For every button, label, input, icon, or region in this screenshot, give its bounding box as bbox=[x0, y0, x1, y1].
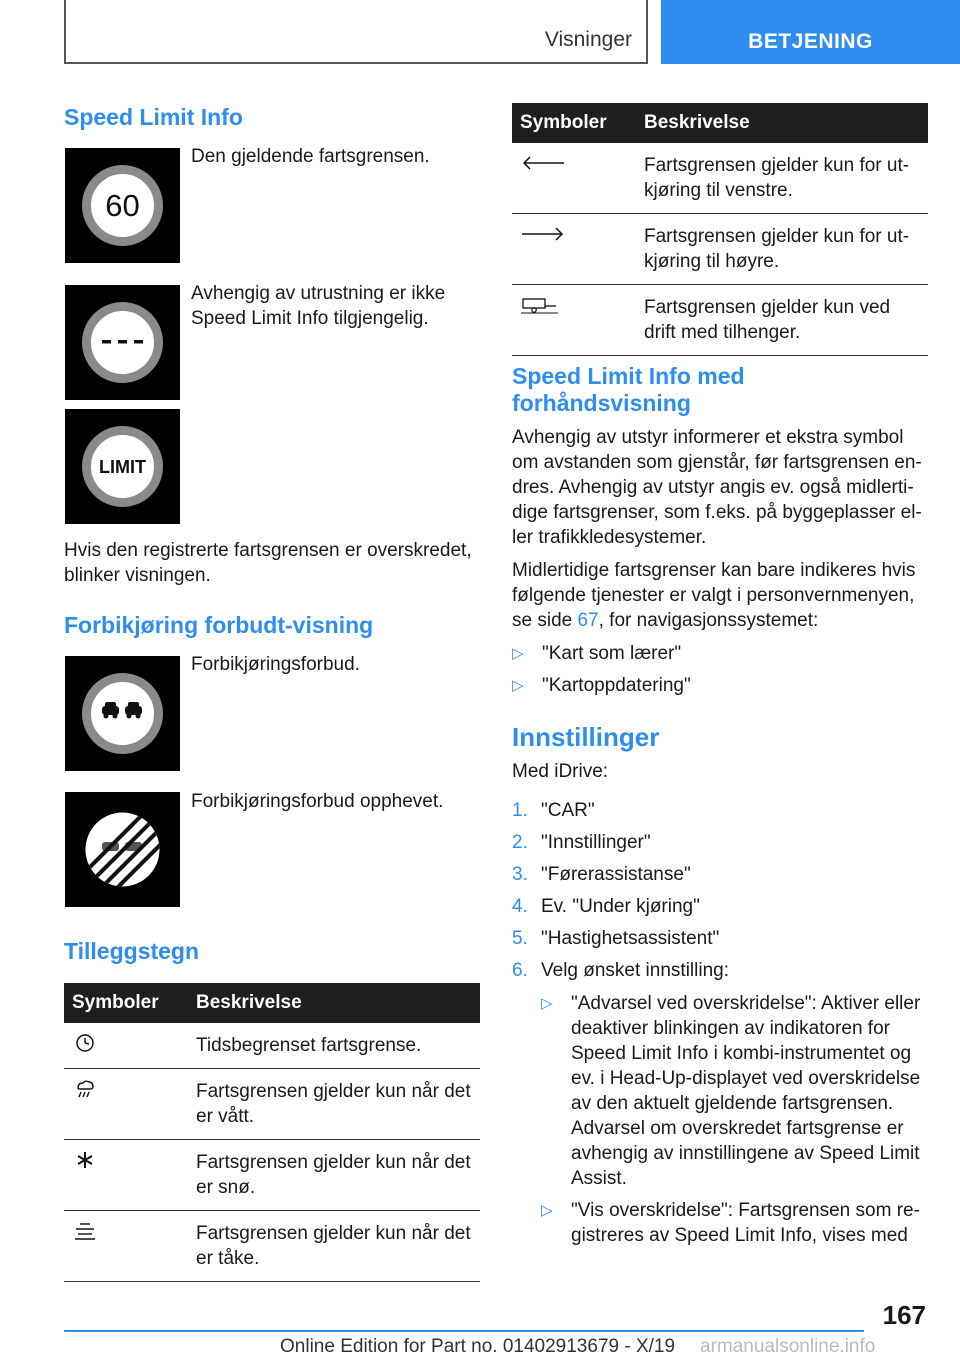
table-header-symbols: Symboler bbox=[512, 103, 644, 143]
table-row bbox=[512, 214, 928, 285]
paragraph-line: Avhengig av utstyr informerer et ekstra symbol bbox=[512, 427, 904, 448]
table-header-description: Beskrivelse bbox=[644, 103, 928, 143]
list-item bbox=[512, 641, 932, 666]
triangle-bullet-icon: ▷ bbox=[512, 677, 524, 694]
preview-title bbox=[512, 363, 745, 417]
footer-edition: Online Edition for Part no. 01402913679 - X/19 bbox=[280, 1336, 676, 1357]
table-row bbox=[512, 143, 928, 214]
list-item bbox=[512, 958, 932, 983]
table-row bbox=[64, 1211, 480, 1282]
header-chapter: BETJENING bbox=[661, 0, 960, 64]
triangle-bullet-icon: ▷ bbox=[512, 645, 524, 662]
list-item-line: av den aktuelt gjeldende fartsgrensen. bbox=[571, 1093, 894, 1114]
list-item bbox=[541, 1198, 931, 1248]
sign-limit-image bbox=[65, 409, 180, 524]
paragraph-text: , for navigasjonssystemet: bbox=[598, 610, 819, 631]
row-text: drift med tilhenger. bbox=[644, 322, 801, 343]
row-text: Tidsbegrenset fartsgrense. bbox=[196, 1035, 422, 1056]
row-text: Fartsgrensen gjelder kun når det bbox=[196, 1223, 471, 1244]
table-row bbox=[64, 1023, 480, 1069]
list-item bbox=[512, 894, 932, 919]
table-row bbox=[64, 1069, 480, 1140]
step-text: Ev. "Under kjøring" bbox=[541, 896, 700, 917]
list-item-line: Assist. bbox=[571, 1168, 627, 1189]
sign-dash-text-1: Avhengig av utrustning er ikke bbox=[191, 283, 446, 304]
paragraph-line: ler trafikkledesystemer. bbox=[512, 527, 707, 548]
step-text: "Innstillinger" bbox=[541, 832, 651, 853]
step-number: 3. bbox=[512, 864, 528, 885]
extra-signs-table bbox=[64, 983, 480, 1282]
list-item-line: ev. i Head-Up-displayet ved overskridelse bbox=[571, 1068, 921, 1089]
list-item-line: "Advarsel ved overskridelse": Aktiver eller bbox=[571, 993, 921, 1014]
overtake-text: Forbikjøringsforbud. bbox=[191, 654, 360, 675]
sign-60-image bbox=[65, 148, 180, 263]
exceeded-text-2: blinker visningen. bbox=[64, 565, 211, 586]
list-item-text: "Kart som lærer" bbox=[542, 643, 682, 664]
arrow-right-icon bbox=[520, 224, 566, 244]
row-text: Fartsgrensen gjelder kun når det bbox=[196, 1081, 471, 1102]
page-link[interactable]: 67 bbox=[577, 610, 599, 631]
preview-title-line-1: Speed Limit Info med bbox=[512, 363, 745, 389]
list-item-line: "Vis overskridelse": Fartsgrensen som re- bbox=[571, 1200, 920, 1221]
rain-icon bbox=[72, 1079, 98, 1099]
list-item bbox=[512, 862, 932, 887]
extra-signs-title: Tilleggstegn bbox=[64, 938, 200, 964]
fog-icon bbox=[72, 1221, 98, 1241]
paragraph-text: se side bbox=[512, 610, 578, 631]
list-item bbox=[512, 926, 932, 951]
row-text: kjøring til venstre. bbox=[644, 180, 793, 201]
step-text: "Hastighetsassistent" bbox=[541, 928, 720, 949]
row-text: kjøring til høyre. bbox=[644, 251, 780, 272]
header-section: Visninger bbox=[544, 28, 632, 51]
list-item-line: Speed Limit Info i kombi-instrumentet og bbox=[571, 1043, 912, 1064]
row-text: Fartsgrensen gjelder kun for ut- bbox=[644, 155, 910, 176]
settings-title: Innstillinger bbox=[512, 722, 660, 752]
table-row bbox=[512, 285, 928, 356]
arrow-left-icon bbox=[520, 153, 566, 173]
list-item bbox=[541, 991, 931, 1191]
list-item-line: gistreres av Speed Limit Info, vises med bbox=[571, 1225, 908, 1246]
preview-paragraph-2 bbox=[512, 558, 932, 633]
list-item-line: avhengig av innstillingene av Speed Limit bbox=[571, 1143, 920, 1164]
footer-watermark: armanualsonline.info bbox=[700, 1336, 876, 1357]
row-text: Fartsgrensen gjelder kun når det bbox=[196, 1152, 471, 1173]
trailer-icon bbox=[520, 295, 560, 315]
row-text: Fartsgrensen gjelder kun ved bbox=[644, 297, 891, 318]
paragraph-line: dige fartsgrenser, som f.eks. på byggeplasser el- bbox=[512, 502, 922, 523]
row-text: er tåke. bbox=[196, 1248, 260, 1269]
sign-limit-word: LIMIT bbox=[99, 457, 146, 477]
list-item-line: deaktiver blinkingen av indikatoren for bbox=[571, 1018, 890, 1039]
speed-limit-title: Speed Limit Info bbox=[64, 104, 243, 130]
preview-title-line-2: forhåndsvisning bbox=[512, 390, 691, 416]
list-item bbox=[512, 673, 932, 698]
paragraph-line: følgende tjenester er valgt i personvernmenyen, bbox=[512, 585, 915, 606]
paragraph-line: dres. Avhengig av utstyr angis ev. også midlerti- bbox=[512, 477, 914, 498]
settings-intro: Med iDrive: bbox=[512, 761, 609, 782]
setting-options-list bbox=[541, 991, 931, 1248]
sign-dash-image bbox=[65, 285, 180, 400]
row-text: Fartsgrensen gjelder kun for ut- bbox=[644, 226, 910, 247]
row-text: er snø. bbox=[196, 1177, 256, 1198]
page-number: 167 bbox=[882, 1300, 926, 1330]
triangle-bullet-icon: ▷ bbox=[541, 1202, 553, 1219]
table-row bbox=[64, 1140, 480, 1211]
paragraph-line: Midlertidige fartsgrenser kan bare indikeres hvis bbox=[512, 560, 916, 581]
exceeded-text-1: Hvis den registrerte fartsgrensen er overskredet, bbox=[64, 540, 472, 561]
services-list bbox=[512, 641, 932, 698]
step-number: 5. bbox=[512, 928, 528, 949]
snowflake-icon bbox=[72, 1150, 98, 1170]
overtake-title: Forbikjøring forbudt-visning bbox=[64, 612, 374, 638]
footer-divider bbox=[64, 1330, 864, 1332]
step-text: "CAR" bbox=[541, 800, 595, 821]
settings-steps bbox=[512, 798, 932, 983]
list-item-line: Advarsel om overskredet fartsgrense er bbox=[571, 1118, 904, 1139]
preview-paragraph-1 bbox=[512, 425, 932, 550]
list-item-text: "Kartoppdatering" bbox=[542, 675, 691, 696]
step-number: 2. bbox=[512, 832, 528, 853]
list-item bbox=[512, 830, 932, 855]
paragraph-line bbox=[512, 608, 932, 633]
triangle-bullet-icon: ▷ bbox=[541, 995, 553, 1012]
step-number: 6. bbox=[512, 960, 528, 981]
paragraph-line: om avstanden som gjenstår, før fartsgrensen en- bbox=[512, 452, 922, 473]
step-text: Velg ønsket innstilling: bbox=[541, 960, 729, 981]
direction-signs-table bbox=[512, 103, 928, 356]
clock-icon bbox=[72, 1033, 98, 1053]
sign-overtake-end-image bbox=[65, 792, 180, 907]
row-text: er vått. bbox=[196, 1106, 255, 1127]
table-header-description: Beskrivelse bbox=[196, 983, 480, 1023]
step-number: 1. bbox=[512, 800, 528, 821]
step-text: "Førerassistanse" bbox=[541, 864, 691, 885]
sign-60-number: 60 bbox=[105, 188, 140, 223]
sign-no-overtake-image bbox=[65, 656, 180, 771]
step-number: 4. bbox=[512, 896, 528, 917]
header-box bbox=[64, 0, 648, 64]
overtake-end-text: Forbikjøringsforbud opphevet. bbox=[191, 791, 444, 812]
sign-60-text: Den gjeldende fartsgrensen. bbox=[191, 146, 430, 167]
sign-dash-text-2: Speed Limit Info tilgjengelig. bbox=[191, 308, 429, 329]
list-item bbox=[512, 798, 932, 823]
table-header-symbols: Symboler bbox=[64, 983, 196, 1023]
